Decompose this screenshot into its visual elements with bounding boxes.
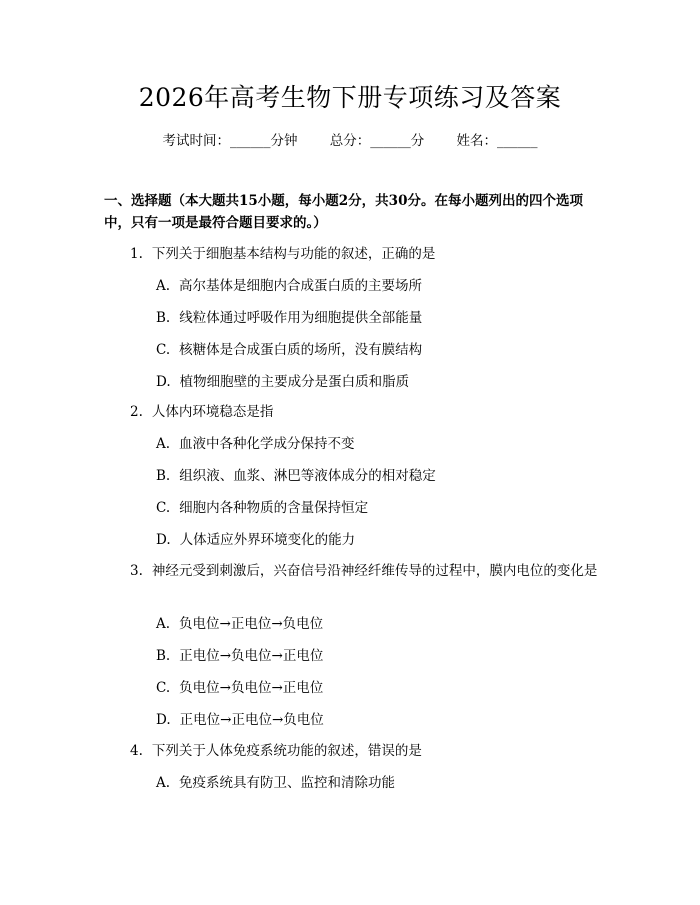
question-2-option-a <box>156 433 606 455</box>
option-letter: A. <box>156 775 171 791</box>
question-3-option-c <box>156 677 606 699</box>
option-text: 植物细胞壁的主要成分是蛋白质和脂质 <box>179 374 410 390</box>
option-letter: C. <box>156 500 171 516</box>
option-text: 免疫系统具有防卫、监控和清除功能 <box>179 775 396 791</box>
question-number: 3. <box>130 563 143 579</box>
section-header: 一、选择题（本大题共15小题，每小题2分，共30分。在每小题列出的四个选项中，只有一项是最符合题目要求的。） <box>104 193 583 231</box>
option-text: 负电位→正电位→负电位 <box>179 616 324 632</box>
question-2-option-c <box>156 497 606 519</box>
question-number: 2. <box>130 404 143 420</box>
option-text: 正电位→正电位→负电位 <box>179 712 324 728</box>
question-stem: 下列关于细胞基本结构与功能的叙述，正确的是 <box>151 246 436 262</box>
question-3-option-a <box>156 613 606 635</box>
question-number: 4. <box>130 743 143 759</box>
question-stem: 下列关于人体免疫系统功能的叙述，错误的是 <box>151 743 422 759</box>
option-text: 细胞内各种物质的含量保持恒定 <box>179 500 369 516</box>
option-letter: A. <box>156 616 171 632</box>
question-1-option-a <box>156 275 606 297</box>
option-text: 组织液、血浆、淋巴等液体成分的相对稳定 <box>179 468 436 484</box>
total-score-field: 总分：______分 <box>329 133 425 149</box>
option-letter: A. <box>156 436 171 452</box>
question-stem: 人体内环境稳态是指 <box>151 404 274 420</box>
option-letter: B. <box>156 648 171 664</box>
question-stem: 神经元受到刺激后，兴奋信号沿神经纤维传导的过程中，膜内电位的变化是 <box>151 563 598 579</box>
option-text: 线粒体通过呼吸作用为细胞提供全部能量 <box>179 310 423 326</box>
question-2 <box>104 401 604 423</box>
option-letter: D. <box>156 374 171 390</box>
question-1-option-b <box>156 307 606 329</box>
question-4 <box>104 740 604 762</box>
question-1-option-c <box>156 339 606 361</box>
option-letter: D. <box>156 532 171 548</box>
option-letter: B. <box>156 310 171 326</box>
question-3 <box>104 560 604 582</box>
question-4-option-a <box>156 772 606 794</box>
option-letter: B. <box>156 468 171 484</box>
option-letter: C. <box>156 342 171 358</box>
option-letter: A. <box>156 278 171 294</box>
question-3-option-b <box>156 645 606 667</box>
question-2-option-d <box>156 529 606 551</box>
student-name-field: 姓名：______ <box>456 133 538 149</box>
question-1 <box>104 243 604 265</box>
option-text: 高尔基体是细胞内合成蛋白质的主要场所 <box>179 278 423 294</box>
question-2-option-b <box>156 465 606 487</box>
exam-time-field: 考试时间：______分钟 <box>162 133 298 149</box>
exam-meta <box>0 131 700 151</box>
question-3-option-d <box>156 709 606 731</box>
question-number: 1. <box>130 246 143 262</box>
page-title: 2026年高考生物下册专项练习及答案 <box>138 83 562 112</box>
option-text: 负电位→负电位→正电位 <box>179 680 324 696</box>
option-text: 血液中各种化学成分保持不变 <box>179 436 355 452</box>
option-letter: D. <box>156 712 171 728</box>
option-text: 核糖体是合成蛋白质的场所，没有膜结构 <box>179 342 423 358</box>
option-text: 人体适应外界环境变化的能力 <box>179 532 356 548</box>
option-text: 正电位→负电位→正电位 <box>179 648 324 664</box>
option-letter: C. <box>156 680 171 696</box>
question-1-option-d <box>156 371 606 393</box>
